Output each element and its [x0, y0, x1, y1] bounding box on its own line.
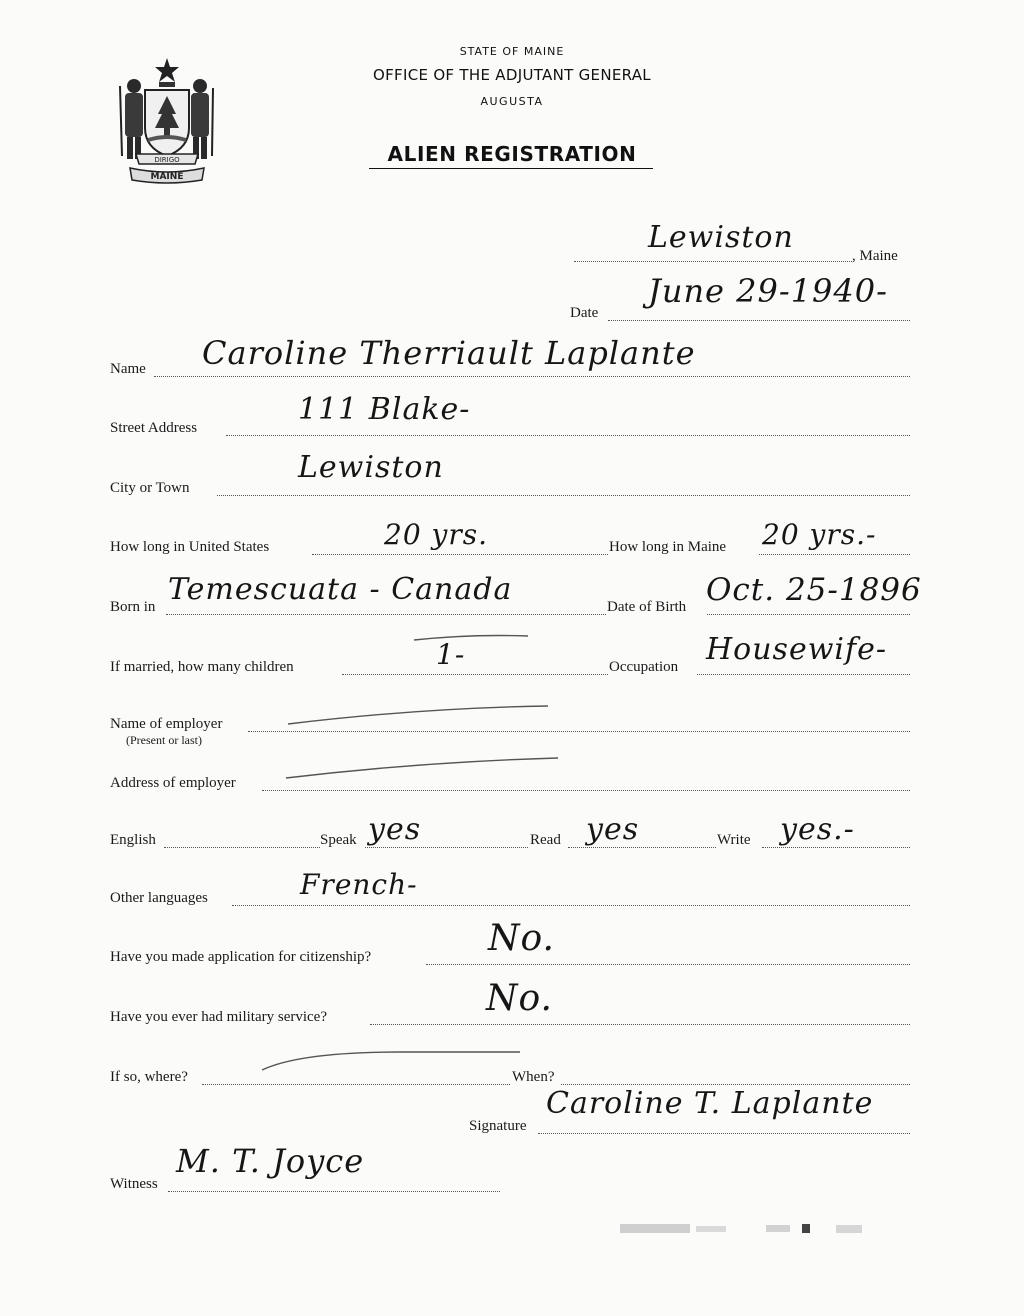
read-label: Read — [530, 832, 561, 848]
citizenship-value: No. — [488, 918, 555, 959]
children-value: 1- — [436, 638, 466, 671]
other-langs-label: Other languages — [110, 890, 208, 906]
speak-value: yes — [368, 812, 422, 847]
write-label: Write — [717, 832, 751, 848]
where-label: If so, where? — [110, 1069, 188, 1085]
date-value: June 29-1940- — [648, 272, 888, 310]
citizenship-label: Have you made application for citizenship? — [110, 949, 372, 965]
read-value: yes — [586, 812, 640, 847]
header-state: STATE OF MAINE — [459, 45, 565, 58]
header-city: AUGUSTA — [480, 95, 544, 108]
other-langs-value: French- — [300, 868, 418, 901]
faint-stamp-icon — [616, 1218, 866, 1240]
occupation-value: Housewife- — [706, 632, 887, 667]
write-value: yes.- — [780, 812, 855, 847]
long-maine-label: How long in Maine — [609, 539, 727, 555]
employer-note: (Present or last) — [126, 733, 202, 747]
english-label: English — [110, 832, 156, 848]
street-value: 111 Blake- — [298, 392, 471, 427]
children-label: If married, how many children — [110, 659, 294, 675]
witness-value: M. T. Joyce — [176, 1142, 365, 1180]
street-label: Street Address — [110, 420, 198, 436]
form-title: ALIEN REGISTRATION — [387, 142, 637, 166]
born-label: Born in — [110, 599, 156, 615]
seal-state-label: MAINE — [150, 172, 184, 182]
long-us-value: 20 yrs. — [384, 518, 489, 551]
name-label: Name — [110, 361, 146, 377]
maine-label: , Maine — [852, 248, 898, 264]
when-label: When? — [512, 1069, 555, 1085]
occupation-label: Occupation — [609, 659, 679, 675]
city-label: City or Town — [110, 480, 190, 496]
speak-label: Speak — [320, 832, 357, 848]
long-maine-value: 20 yrs.- — [762, 518, 877, 551]
long-us-label: How long in United States — [110, 539, 270, 555]
date-label: Date — [570, 305, 599, 321]
seal-motto: DIRIGO — [154, 156, 180, 164]
signature-label: Signature — [469, 1118, 527, 1134]
city-value: Lewiston — [298, 450, 444, 485]
born-value: Temescuata - Canada — [168, 572, 513, 607]
employer-address-label: Address of employer — [110, 775, 236, 791]
header-office: OFFICE OF THE ADJUTANT GENERAL — [373, 66, 651, 84]
signature-value: Caroline T. Laplante — [546, 1086, 874, 1121]
employer-label: Name of employer — [110, 716, 223, 732]
town-value: Lewiston — [648, 220, 794, 255]
witness-label: Witness — [110, 1176, 158, 1192]
dob-value: Oct. 25-1896 — [706, 572, 922, 608]
dob-label: Date of Birth — [607, 599, 687, 615]
military-value: No. — [486, 978, 553, 1019]
military-label: Have you ever had military service? — [110, 1009, 327, 1025]
name-value: Caroline Therriault Laplante — [202, 334, 696, 372]
